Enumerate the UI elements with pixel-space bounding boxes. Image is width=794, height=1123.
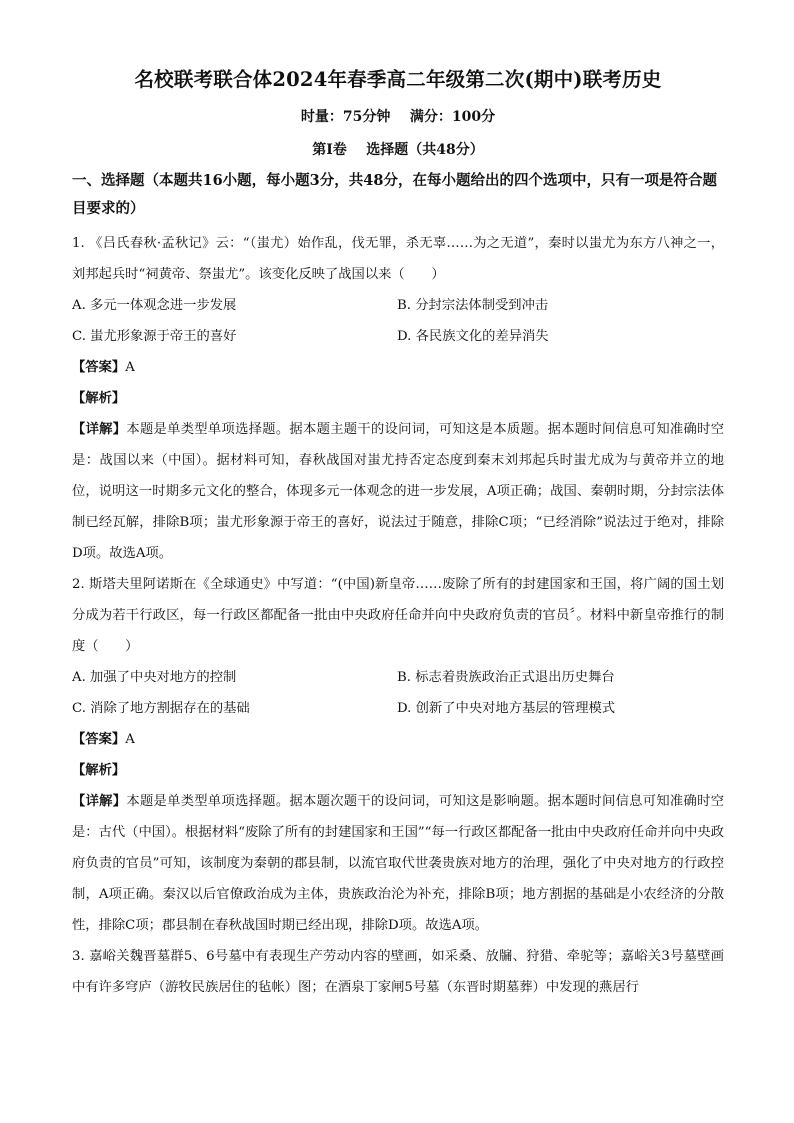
answer-line [72,352,724,383]
detail-label: 【详解】 [72,422,127,437]
answer-label: 【答案】 [72,360,126,375]
option-d: D. 创新了中央对地方基层的管理模式 [397,701,616,716]
analysis-label: 【解析】 [72,763,126,778]
analysis-line [72,383,724,414]
option-a: A. 多元一体观念进一步发展 [72,298,237,313]
analysis-label: 【解析】 [72,391,126,406]
instructions: 一、选择题（本题共16小题，每小题3分，共48分，在每小题给出的四个选项中，只有一项是符合题目要求的） [72,172,717,217]
exam-meta: 时量：75分钟 满分：100分 [300,109,496,125]
question-stem: 3. 嘉峪关魏晋墓群5、6号墓中有表现生产劳动内容的壁画，如采桑、放牖、狩猎、牵驼等；嘉峪关3号墓壁画中有许多穹庐（游牧民族居住的毡帐）图；在酒泉丁家闸5号墓（东晋时期墓葬）中发现的燕居行 [72,949,724,995]
answer-value: A [125,360,135,375]
option-b: B. 分封宗法体制受到冲击 [397,298,549,313]
detail-text: 本题是单类型单项选择题。据本题次题干的设问词，可知这是影响题。据本题时间信息可知准确时空是：古代（中国）。根据材料“废除了所有的封建国家和王国”“每一行政区都配备一批由中央政府任命并向中央政府负责的官员”可知，该制度为秦朝的郡县制，以流官取代世袭贵族对地方的治理，强化了中央对地方的行政控制，A项正确。秦汉以后官僚政治成为主体，贵族政治沦为补充，排除B项；地方割据的基础是小农经济的分散性，排除C项；郡县制在春秋战国时期已经出现，排除D项。故选A项。 [72,794,725,933]
exam-title: 名校联考联合体2024年春季高二年级第二次(期中)联考历史 [134,68,662,91]
document-page [72,64,724,1003]
question-2 [72,569,724,941]
option-c: C. 消除了地方割据存在的基础 [72,701,250,716]
option-b: B. 标志着贵族政治正式退出历史舞台 [397,670,615,685]
question-stem: 1. 《吕氏春秋·孟秋记》云：“（蚩尤）始作乱，伐无罪，杀无辜……为之无道”，秦时以蚩尤为东方八神之一，刘邦起兵时“祠黄帝、祭蚩尤”。该变化反映了战国以来（ ） [72,236,724,282]
answer-line [72,724,724,755]
detail-label: 【详解】 [72,794,127,809]
detail-paragraph [72,786,724,941]
options-grid [72,662,724,724]
question-3 [72,941,724,1003]
detail-paragraph [72,414,724,569]
option-d: D. 各民族文化的差异消失 [397,329,549,344]
section-heading: 第Ⅰ卷 选择题（共48分） [312,142,484,158]
option-a: A. 加强了中央对地方的控制 [72,670,237,685]
answer-value: A [125,732,135,747]
question-1 [72,228,724,569]
analysis-line [72,755,724,786]
options-grid [72,290,724,352]
answer-label: 【答案】 [72,732,126,747]
question-stem: 2. 斯塔夫里阿诺斯在《全球通史》中写道：“(中国)新皇帝……废除了所有的封建国家和王国，将广阔的国土划分成为若干行政区，每一行政区都配备一批由中央政府任命并向中央政府负责的官员〞。材料中新皇帝推行的制度（ ） [72,577,724,654]
detail-text: 本题是单类型单项选择题。据本题主题干的设问词，可知这是本质题。据本题时间信息可知准确时空是：战国以来（中国）。据材料可知，春秋战国对蚩尤持否定态度到秦末刘邦起兵时蚩尤成为与黄帝并立的地位，说明这一时期多元文化的整合，体现多元一体观念的进一步发展，A项正确；战国、秦朝时期，分封宗法体制已经瓦解，排除B项；蚩尤形象源于帝王的喜好，说法过于随意，排除C项；“已经消除”说法过于绝对，排除D项。故选A项。 [72,422,725,561]
option-c: C. 蚩尤形象源于帝王的喜好 [72,329,237,344]
